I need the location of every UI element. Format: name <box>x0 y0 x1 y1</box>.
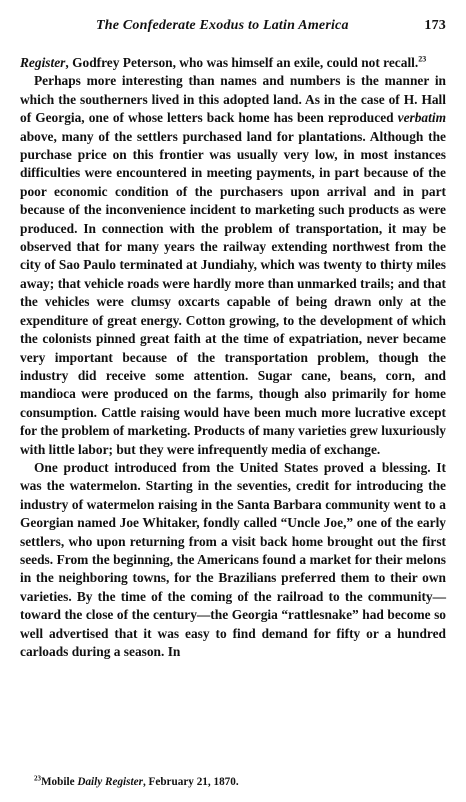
paragraph <box>20 72 446 459</box>
footnote-text-italic: Daily Register <box>77 776 143 788</box>
paragraph <box>20 459 446 661</box>
body-text <box>20 54 446 661</box>
page-number: 173 <box>424 18 446 33</box>
running-head <box>20 18 446 40</box>
footnote-marker: 23 <box>34 774 41 783</box>
text-run: Perhaps more interesting than names and numbers is the manner in which the southerners lived in this adopted land. As in the case of H. Hall of Georgia, one of whose letters back home has been reproduced <box>20 73 446 126</box>
running-head-title: The Confederate Exodus to Latin America <box>96 18 349 33</box>
book-page <box>20 18 446 788</box>
italic-text: verbatim <box>397 110 446 126</box>
text-run: , Godfrey Peterson, who was himself an exile, could not recall. <box>65 55 419 70</box>
footnote-text-post: , February 21, 1870. <box>142 776 239 788</box>
paragraph <box>20 54 446 72</box>
footnote-text-pre: Mobile <box>41 776 78 788</box>
text-run: One product introduced from the United States proved a blessing. It was the watermelon. Starting in the seventies, credit for introducing the industry of watermelon raising in the Santa Barbara community went to a Georgian named Joe Whitaker, fondly called “Uncle Joe,” one of the early settlers, who upon returning from a visit back home brought out the first seeds. From the beginning, the Americans found a market for their melons in the neighboring towns, for the Brazilians preferred them to their own varieties. By the time of the coming of the railroad to the community—toward the close of the century—the Georgia “rattlesnake” had become so well advertised that it was easy to find demand for fifty or a hundred carloads during a season. In <box>20 459 446 659</box>
footnote-ref: 23 <box>418 54 427 64</box>
italic-text: Register <box>20 55 66 70</box>
text-run: above, many of the settlers purchased land for plantations. Although the purchase price on this frontier was usually very low, in most instances difficulties were encountered in meeting payments, in part because of the poor economic condition of the purchasers upon arrival and in part because of the inconvenience incident to marketing such products as were produced. In connection with the problem of transportation, it may be observed that for many years the railway extending northwest from the city of Sao Paulo terminated at Jundiahy, which was twenty to thirty miles away; that vehicle roads were hardly more than unmarked trails; and that the vehicles were clumsy oxcarts capable of being drawn only at the expenditure of great energy. Cotton growing, to the development of which the colonists pinned great faith at the time of expatriation, never became very important because of the transportation problem, though the industry did receive some attention. Sugar cane, beans, corn, and mandioca were produced on the farms, though also primarily for home consumption. Cattle raising would have been much more lucrative except for the problem of marketing. Products of many varieties grew luxuriously with little labor; but they were infrequently media of exchange. <box>20 128 446 457</box>
footnote <box>34 776 239 788</box>
